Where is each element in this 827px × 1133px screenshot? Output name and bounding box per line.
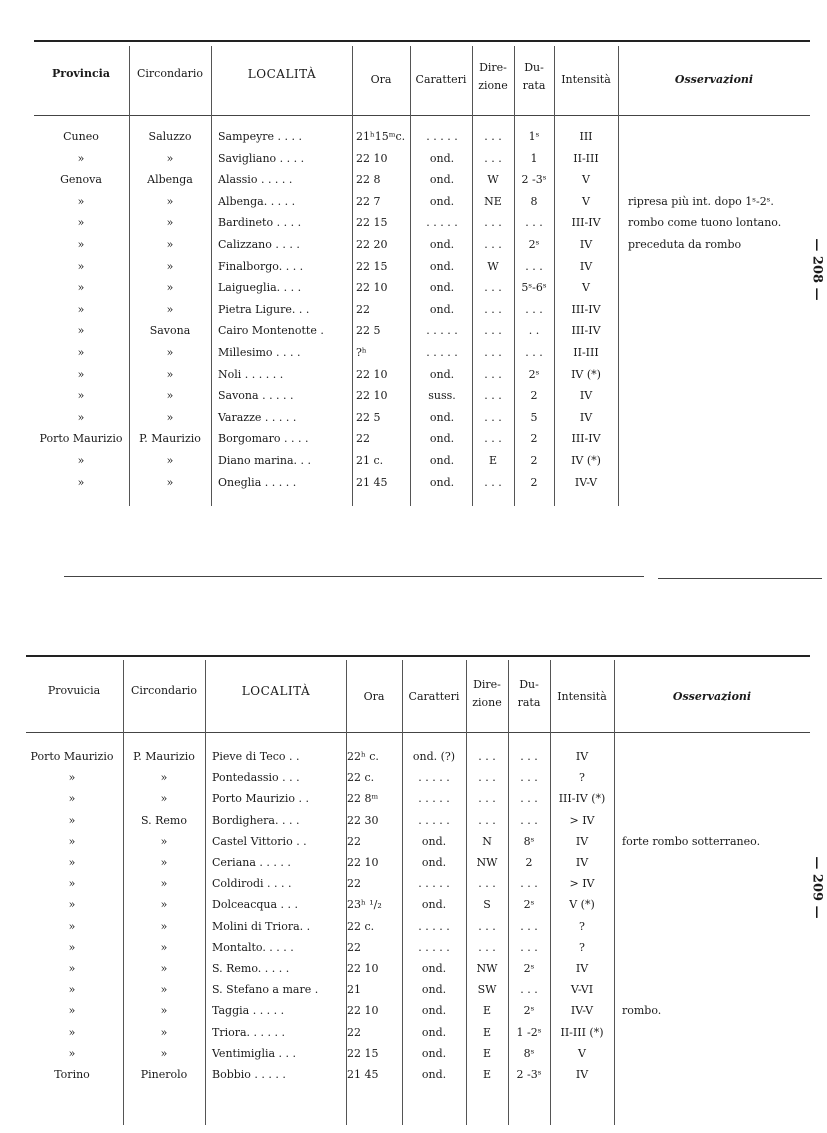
cell-dur: 5ˢ-6ˢ — [521, 281, 547, 295]
cell-circ: Albenga — [147, 173, 193, 187]
cell-loc: Savona . . . . . — [218, 389, 294, 403]
cell-ora: 22 — [347, 1025, 361, 1039]
header-ora: Ora — [363, 690, 385, 703]
cell-dur: 1ˢ — [528, 130, 540, 143]
header-intensita: Intensità — [561, 73, 611, 86]
cell-car: ond. — [429, 475, 455, 489]
cell-prov: » — [77, 367, 85, 381]
cell-int: ? — [579, 940, 585, 954]
cell-prov: » — [68, 1046, 76, 1060]
cell-circ: » — [166, 281, 174, 295]
cell-prov: » — [77, 346, 85, 359]
cell-dir: . . . — [484, 281, 502, 295]
cell-int: IV — [579, 410, 593, 424]
cell-dur: . . . — [520, 877, 538, 891]
cell-circ: » — [166, 302, 174, 316]
cell-prov: Cuneo — [63, 130, 99, 143]
cell-car: . . . . . — [418, 877, 450, 891]
cell-int: IV — [579, 238, 593, 251]
cell-car: ond. — [429, 194, 455, 208]
cell-dur: 1 -2ˢ — [516, 1025, 542, 1039]
cell-loc: Pontedassio . . . — [212, 771, 300, 785]
cell-circ: » — [160, 877, 168, 891]
cell-ora: 22 20 — [356, 238, 388, 251]
cell-dur: . . . — [520, 771, 538, 785]
header-intensita: Intensità — [557, 690, 607, 703]
cell-prov: » — [77, 324, 85, 338]
cell-car: ond. — [429, 281, 455, 295]
cell-circ: » — [166, 194, 174, 208]
cell-prov: » — [77, 475, 85, 489]
cell-ora: 21 45 — [356, 475, 388, 489]
cell-ora: 22 15 — [356, 216, 388, 230]
cell-dur: . . . — [520, 983, 538, 997]
header-provincia: Provuicia — [47, 684, 101, 697]
header-durata-1: Du- — [524, 61, 544, 74]
cell-circ: » — [160, 856, 168, 869]
cell-int: IV (*) — [571, 367, 601, 381]
cell-loc: Coldirodi . . . . — [212, 877, 292, 891]
cell-dur: . . . — [520, 750, 538, 763]
cell-car: . . . . . — [426, 346, 458, 359]
cell-dir: . . . — [484, 302, 502, 316]
cell-dir: . . . — [484, 475, 502, 489]
cell-dur: 2 — [530, 454, 538, 467]
cell-ora: 22 15 — [347, 1046, 379, 1060]
cell-loc: Noli . . . . . . — [218, 367, 284, 381]
cell-dir: SW — [477, 983, 497, 997]
cell-loc: Triora. . . . . . — [212, 1025, 286, 1039]
cell-car: ond. — [429, 367, 455, 381]
col-divider — [614, 660, 615, 1125]
cell-dir: NW — [476, 962, 498, 975]
header-provincia: Provincia — [52, 67, 110, 80]
cell-dir: E — [482, 1004, 492, 1018]
header-direzione-2: zione — [478, 79, 508, 92]
cell-int: V — [582, 281, 590, 295]
cell-loc: Varazze . . . . . — [218, 410, 297, 424]
cell-prov: » — [68, 834, 76, 848]
cell-car: . . . . . — [426, 130, 458, 143]
cell-car: ond. — [421, 834, 447, 848]
header-durata-2: rata — [517, 696, 541, 709]
cell-car: ond. — [421, 898, 447, 912]
header-localita: LOCALITÀ — [241, 684, 311, 698]
cell-int: IV — [575, 962, 589, 975]
cell-circ: » — [166, 454, 174, 467]
cell-loc: Finalborgo. . . . — [218, 259, 304, 273]
cell-car: ond. — [421, 962, 447, 975]
cell-int: III-IV — [571, 302, 601, 316]
cell-dur: 8ˢ — [523, 1046, 535, 1060]
cell-ora: ?ʰ — [356, 346, 367, 359]
page-number: — 208 — — [809, 238, 825, 301]
cell-circ: » — [166, 238, 174, 251]
top-rule — [26, 655, 810, 657]
cell-dir: E — [482, 1068, 492, 1081]
cell-ora: 22 10 — [356, 367, 388, 381]
cell-prov: » — [68, 877, 76, 891]
cell-ora: 22 10 — [347, 962, 379, 975]
cell-dir: . . . — [484, 367, 502, 381]
cell-prov: » — [68, 962, 76, 975]
cell-dir: E — [482, 1025, 492, 1039]
cell-car: ond. — [429, 259, 455, 273]
cell-prov: » — [68, 898, 76, 912]
cell-ora: 22 c. — [347, 919, 375, 933]
cell-oss: preceduta da rombo — [628, 238, 742, 251]
cell-oss: rombo come tuono lontano. — [628, 216, 782, 230]
header-localita: LOCALITÀ — [247, 67, 317, 81]
cell-prov: Genova — [60, 173, 102, 187]
cell-car: ond. — [429, 454, 455, 467]
cell-loc: Calizzano . . . . — [218, 238, 300, 251]
cell-dir: . . . — [478, 940, 496, 954]
cell-int: III-IV — [571, 324, 601, 338]
cell-dur: 2ˢ — [523, 1004, 535, 1018]
cell-dir: W — [487, 259, 499, 273]
cell-circ: P. Maurizio — [133, 750, 195, 763]
cell-prov: » — [68, 919, 76, 933]
cell-dir: . . . — [484, 324, 502, 338]
cell-loc: Dolceacqua . . . — [212, 898, 299, 912]
cell-car: ond. — [429, 410, 455, 424]
cell-prov: » — [68, 771, 76, 785]
header-circondario: Circondario — [130, 684, 198, 697]
cell-int: IV — [575, 1068, 589, 1081]
cell-prov: » — [77, 454, 85, 467]
header-circondario: Circondario — [136, 67, 204, 80]
cell-int: III-IV — [571, 216, 601, 230]
cell-circ: » — [160, 771, 168, 785]
header-caratteri: Caratteri — [415, 73, 467, 86]
cell-dir: . . . — [484, 346, 502, 359]
cell-ora: 21ʰ15ᵐc. — [356, 130, 406, 143]
cell-dur: . . . — [520, 792, 538, 806]
cell-loc: Cairo Montenotte . — [218, 324, 324, 338]
cell-car: ond. — [429, 238, 455, 251]
cell-ora: 22 15 — [356, 259, 388, 273]
cell-dur: 1 — [530, 151, 538, 165]
cell-prov: » — [77, 238, 85, 251]
header-durata-1: Du- — [519, 678, 539, 691]
cell-dur: 2ˢ — [528, 238, 540, 251]
cell-circ: » — [166, 410, 174, 424]
cell-car: ond. — [429, 151, 455, 165]
cell-ora: 22 10 — [347, 1004, 379, 1018]
cell-ora: 22 10 — [356, 151, 388, 165]
cell-prov: » — [77, 216, 85, 230]
cell-circ: » — [166, 475, 174, 489]
cell-circ: » — [160, 834, 168, 848]
cell-circ: P. Maurizio — [139, 432, 201, 446]
cell-dir: . . . — [484, 389, 502, 403]
cell-prov: Porto Maurizio — [30, 750, 114, 763]
cell-car: ond. (?) — [412, 750, 456, 763]
cell-circ: » — [160, 1046, 168, 1060]
cell-loc: Savigliano . . . . — [218, 151, 305, 165]
cell-loc: Albenga. . . . . — [218, 194, 296, 208]
cell-int: ? — [579, 919, 585, 933]
cell-prov: » — [68, 856, 76, 869]
cell-ora: 21 45 — [347, 1068, 379, 1081]
header-ora: Ora — [370, 73, 392, 86]
cell-ora: 22 10 — [356, 281, 388, 295]
cell-car: ond. — [421, 1025, 447, 1039]
cell-int: III-IV — [571, 432, 601, 446]
cell-dur: 2 — [525, 856, 533, 869]
cell-prov: » — [68, 1004, 76, 1018]
cell-dir: E — [488, 454, 498, 467]
cell-int: III — [579, 130, 593, 143]
cell-circ: » — [166, 367, 174, 381]
cell-loc: Pietra Ligure. . . — [218, 302, 310, 316]
cell-ora: 22 — [347, 940, 361, 954]
cell-dur: . . . — [520, 940, 538, 954]
cell-loc: Borgomaro . . . . — [218, 432, 309, 446]
cell-ora: 22 8 — [356, 173, 381, 187]
cell-loc: Diano marina. . . — [218, 454, 311, 467]
cell-car: ond. — [429, 302, 455, 316]
cell-circ: » — [160, 1004, 168, 1018]
cell-int: II-III (*) — [560, 1025, 604, 1039]
cell-ora: 22 30 — [347, 813, 379, 827]
cell-circ: » — [160, 898, 168, 912]
cell-prov: » — [68, 1025, 76, 1039]
cell-car: ond. — [421, 1004, 447, 1018]
cell-dur: . . . — [520, 919, 538, 933]
cell-car: ond. — [429, 432, 455, 446]
header-osservazioni: Osservazioni — [672, 690, 752, 703]
cell-circ: Savona — [149, 324, 191, 338]
page-number: — 209 — — [809, 856, 825, 919]
header-direzione-1: Dire- — [479, 61, 507, 74]
header-direzione-2: zione — [472, 696, 502, 709]
cell-circ: » — [166, 216, 174, 230]
cell-circ: » — [160, 919, 168, 933]
cell-int: IV — [579, 389, 593, 403]
cell-dur: . . . — [525, 216, 543, 230]
cell-loc: Sampeyre . . . . — [218, 130, 303, 143]
cell-dur: . . . — [520, 813, 538, 827]
cell-dur: 2 — [530, 475, 538, 489]
cell-car: . . . . . — [418, 771, 450, 785]
cell-prov: » — [77, 389, 85, 403]
cell-ora: 21 — [347, 983, 361, 997]
cell-car: . . . . . — [418, 792, 450, 806]
cell-circ: » — [160, 983, 168, 997]
cell-dir: . . . — [478, 771, 496, 785]
cell-circ: » — [166, 346, 174, 359]
cell-loc: Molini di Triora. . — [212, 919, 311, 933]
cell-int: V — [582, 194, 590, 208]
cell-prov: Porto Maurizio — [39, 432, 123, 446]
cell-dur: 2 -3ˢ — [521, 173, 547, 187]
cell-prov: » — [68, 940, 76, 954]
cell-int: IV — [575, 750, 589, 763]
cell-dir: NE — [484, 194, 502, 208]
cell-prov: » — [77, 410, 85, 424]
cell-int: II-III — [573, 151, 599, 165]
cell-dur: . . . — [525, 302, 543, 316]
cell-circ: S. Remo — [141, 813, 187, 827]
cell-ora: 22 — [347, 877, 361, 891]
cell-car: ond. — [421, 856, 447, 869]
cell-dur: 8ˢ — [523, 834, 535, 848]
cell-dir: . . . — [484, 151, 502, 165]
cell-prov: » — [77, 194, 85, 208]
cell-loc: Castel Vittorio . . — [212, 834, 307, 848]
cell-dir: . . . — [484, 130, 502, 143]
cell-dir: N — [482, 834, 492, 848]
cell-loc: Pieve di Teco . . — [212, 750, 300, 763]
cell-int: III-IV (*) — [558, 792, 606, 806]
cell-ora: 22 8ᵐ — [347, 792, 379, 806]
cell-dur: 2 — [530, 389, 538, 403]
cell-int: > IV — [569, 877, 595, 891]
cell-prov: » — [77, 151, 85, 165]
cell-prov: » — [68, 813, 76, 827]
cell-dur: . . . — [525, 259, 543, 273]
cell-int: IV — [575, 834, 589, 848]
cell-car: ond. — [421, 1046, 447, 1060]
cell-dur: 2ˢ — [523, 898, 535, 912]
cell-prov: » — [77, 302, 85, 316]
col-divider — [205, 660, 206, 1125]
cell-int: IV (*) — [571, 454, 601, 467]
cell-loc: S. Remo. . . . . — [212, 962, 290, 975]
cell-int: IV — [579, 259, 593, 273]
cell-loc: Bardineto . . . . — [218, 216, 302, 230]
cell-loc: Bordighera. . . . — [212, 813, 300, 827]
cell-int: IV-V — [574, 475, 598, 489]
cell-dir: . . . — [478, 919, 496, 933]
cell-loc: Laigueglia. . . . — [218, 281, 302, 295]
cell-ora: 22 — [347, 834, 361, 848]
cell-prov: » — [68, 792, 76, 806]
cell-car: . . . . . — [426, 216, 458, 230]
cell-car: ond. — [421, 1068, 447, 1081]
cell-dir: . . . — [478, 813, 496, 827]
cell-ora: 22 c. — [347, 771, 375, 785]
cell-loc: Taggia . . . . . — [212, 1004, 285, 1018]
cell-int: V — [578, 1046, 586, 1060]
header-osservazioni: Osservazioni — [674, 73, 754, 86]
cell-dur: 2 — [530, 432, 538, 446]
cell-loc: Montalto. . . . . — [212, 940, 294, 954]
cell-car: . . . . . — [418, 919, 450, 933]
cell-ora: 21 c. — [356, 454, 384, 467]
cell-dir: . . . — [478, 792, 496, 806]
cell-circ: Saluzzo — [148, 130, 192, 143]
cell-prov: » — [77, 259, 85, 273]
cell-dur: 5 — [530, 410, 538, 424]
cell-dir: . . . — [478, 877, 496, 891]
cell-circ: » — [166, 389, 174, 403]
cell-loc: Millesimo . . . . — [218, 346, 301, 359]
cell-loc: Bobbio . . . . . — [212, 1068, 286, 1081]
cell-dir: . . . — [478, 750, 496, 763]
cell-car: . . . . . — [426, 324, 458, 338]
cell-dir: . . . — [484, 216, 502, 230]
cell-dur: . . — [528, 324, 540, 338]
cell-int: > IV — [569, 813, 595, 827]
cell-ora: 23ʰ ¹/₂ — [347, 898, 382, 912]
cell-car: . . . . . — [418, 940, 450, 954]
cell-circ: » — [160, 792, 168, 806]
cell-car: ond. — [421, 983, 447, 997]
cell-car: suss. — [428, 389, 456, 403]
cell-ora: 22 5 — [356, 410, 381, 424]
cell-int: IV — [575, 856, 589, 869]
cell-ora: 22ʰ c. — [347, 750, 379, 763]
cell-circ: » — [160, 940, 168, 954]
header-rule — [26, 732, 810, 733]
header-durata-2: rata — [522, 79, 546, 92]
cell-dur: 2ˢ — [528, 367, 540, 381]
cell-int: V (*) — [569, 898, 595, 912]
cell-int: ? — [579, 771, 585, 785]
cell-ora: 22 7 — [356, 194, 381, 208]
cell-prov: Torino — [54, 1068, 90, 1081]
cell-int: IV-V — [570, 1004, 594, 1018]
cell-dir: S — [483, 898, 491, 912]
cell-dir: E — [482, 1046, 492, 1060]
cell-int: V — [582, 173, 590, 187]
cell-dir: NW — [476, 856, 498, 869]
cell-dur: 8 — [530, 194, 538, 208]
cell-dir: . . . — [484, 432, 502, 446]
cell-loc: S. Stefano a mare . — [212, 983, 319, 997]
cell-int: II-III — [573, 346, 599, 359]
cell-loc: Ventimiglia . . . — [212, 1046, 297, 1060]
cell-ora: 22 5 — [356, 324, 381, 338]
cell-ora: 22 10 — [356, 389, 388, 403]
cell-circ: » — [160, 962, 168, 975]
cell-dir: W — [487, 173, 499, 187]
header-caratteri: Caratteri — [408, 690, 460, 703]
cell-circ: » — [160, 1025, 168, 1039]
cell-dur: 2 -3ˢ — [516, 1068, 542, 1081]
cell-ora: 22 — [356, 432, 370, 446]
cell-loc: Ceriana . . . . . — [212, 856, 291, 869]
cell-circ: Pinerolo — [140, 1068, 188, 1081]
cell-prov: » — [68, 983, 76, 997]
header-direzione-1: Dire- — [473, 678, 501, 691]
cell-prov: » — [77, 281, 85, 295]
cell-car: . . . . . — [418, 813, 450, 827]
cell-dur: . . . — [525, 346, 543, 359]
cell-ora: 22 — [356, 302, 370, 316]
cell-car: ond. — [429, 173, 455, 187]
cell-loc: Porto Maurizio . . — [212, 792, 309, 806]
cell-loc: Oneglia . . . . . — [218, 475, 297, 489]
cell-oss: rombo. — [622, 1004, 662, 1018]
cell-oss: ripresa più int. dopo 1ˢ-2ˢ. — [628, 194, 774, 208]
cell-circ: » — [166, 151, 174, 165]
cell-loc: Alassio . . . . . — [218, 173, 293, 187]
cell-dir: . . . — [484, 238, 502, 251]
cell-ora: 22 10 — [347, 856, 379, 869]
cell-int: V-VI — [570, 983, 594, 997]
cell-dur: 2ˢ — [523, 962, 535, 975]
cell-oss: forte rombo sotterraneo. — [622, 834, 761, 848]
cell-dir: . . . — [484, 410, 502, 424]
cell-circ: » — [166, 259, 174, 273]
